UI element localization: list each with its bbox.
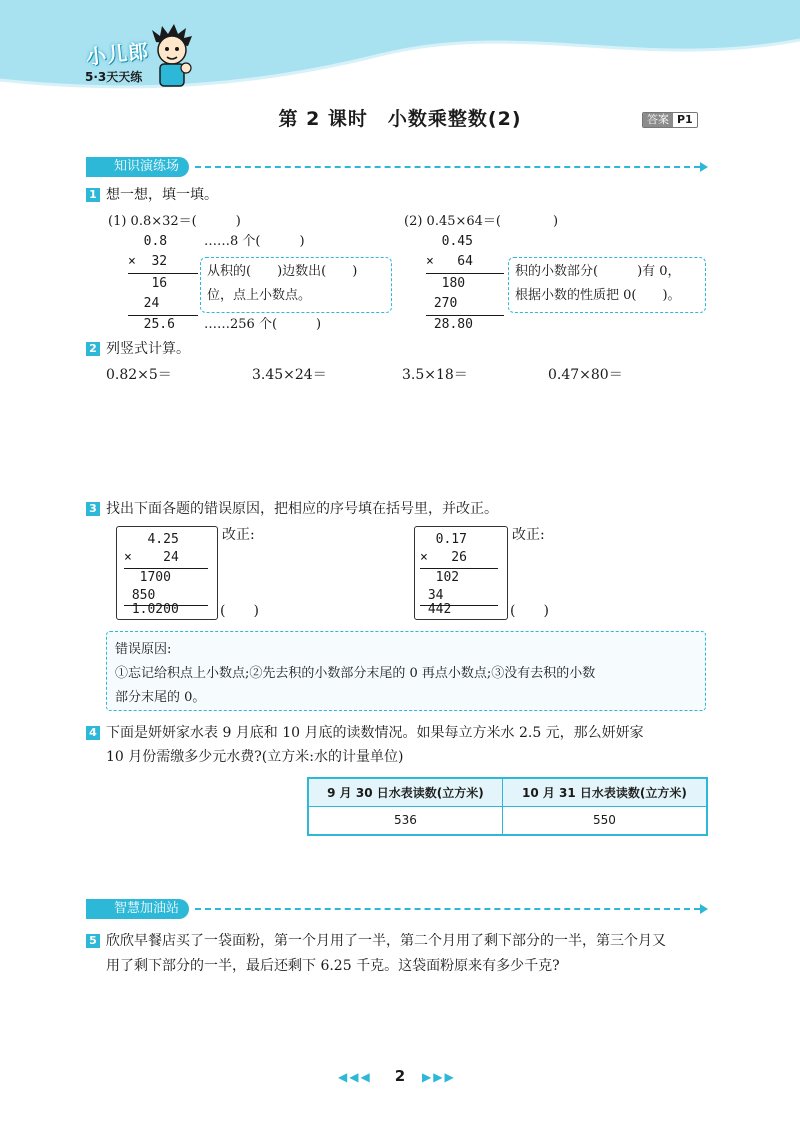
- table-cell: 550: [502, 806, 707, 835]
- calc-line: 0.8: [128, 234, 168, 249]
- calc-line: 102: [420, 570, 460, 585]
- hint-line: 积的小数部分( )有 0，: [515, 264, 681, 279]
- calc-note: ……8 个( ): [204, 234, 305, 249]
- hint-line: 位，点上小数点。: [207, 288, 312, 303]
- exercise-item: 3.5×18＝: [402, 367, 468, 383]
- hint-line: 根据小数的性质把 0( )。: [515, 288, 681, 303]
- question-text: 下面是妍妍家水表 9 月底和 10 月底的读数情况。如果每立方米水 2.5 元，那么妍妍家: [106, 725, 644, 741]
- page-number: 2: [394, 1067, 406, 1085]
- question-number: 3: [86, 502, 100, 516]
- calc-line: 1.0200: [124, 602, 179, 617]
- hint-bubble: [200, 257, 392, 313]
- correction-label: 改正:: [222, 527, 255, 543]
- table-cell: 536: [308, 806, 502, 835]
- water-meter-table: [307, 777, 708, 836]
- calc-line: × 32: [128, 254, 168, 269]
- q1-part1-header: (1) 0.8×32＝( ): [108, 214, 241, 229]
- exercise-item: 0.47×80＝: [548, 367, 623, 383]
- calc-line: 850: [124, 588, 156, 603]
- question-number: 4: [86, 726, 100, 740]
- calc-line: 1700: [124, 570, 171, 585]
- calc-line: × 24: [124, 550, 179, 565]
- error-reasons-line: ①忘记给积点上小数点;②先去积的小数部分末尾的 0 再点小数点;③没有去积的小数: [115, 666, 596, 681]
- calc-note: ……256 个( ): [204, 317, 322, 332]
- calc-line: 24: [128, 296, 160, 311]
- prev-page-arrows-icon[interactable]: ◀◀◀: [338, 1070, 372, 1084]
- calc-line: 0.17: [420, 532, 467, 547]
- answer-tag-page: P1: [673, 113, 697, 127]
- question-text: 10 月份需缴多少元水费?(立方米:水的计量单位): [106, 749, 404, 765]
- question-prompt: 找出下面各题的错误原因，把相应的序号填在括号里，并改正。: [106, 501, 498, 517]
- error-reasons-box: [106, 631, 706, 711]
- section-banner-practice: [86, 156, 708, 178]
- answer-tag[interactable]: [642, 112, 698, 128]
- question-prompt: 想一想，填一填。: [106, 187, 218, 203]
- correction-label: 改正:: [512, 527, 545, 543]
- brand-subtitle: 5·3天天练: [85, 70, 143, 84]
- answer-tag-label: 答案: [643, 113, 673, 127]
- arrow-right-icon: [700, 162, 708, 172]
- calc-line: 16: [128, 276, 168, 291]
- calc-line: 34: [420, 588, 444, 603]
- exercise-item: 3.45×24＝: [252, 367, 327, 383]
- table-header-row: [308, 778, 707, 806]
- calc-line: 0.45: [426, 234, 473, 249]
- calc-line: 442: [420, 602, 452, 617]
- section-title-boost: 智慧加油站: [86, 899, 189, 919]
- question-text: 用了剩下部分的一半，最后还剩下 6.25 千克。这袋面粉原来有多少千克?: [106, 958, 560, 974]
- section-title-practice: 知识演练场: [86, 157, 189, 177]
- mascot-boy-icon: [148, 24, 196, 90]
- exercise-item: 0.82×5＝: [106, 367, 172, 383]
- calc-line: 28.80: [426, 317, 473, 332]
- question-number: 2: [86, 342, 100, 356]
- answer-blank[interactable]: ( ): [220, 603, 259, 619]
- table-header: 10 月 31 日水表读数(立方米): [502, 778, 707, 806]
- page-title: 第 2 课时 小数乘整数(2): [278, 108, 522, 130]
- table-row: [308, 806, 707, 835]
- section-banner-boost: [86, 898, 708, 920]
- question-number: 5: [86, 934, 100, 948]
- arrow-right-icon: [700, 904, 708, 914]
- error-reasons-line: 部分末尾的 0。: [115, 690, 206, 705]
- error-reasons-title: 错误原因:: [115, 642, 172, 657]
- q1-part2-header: (2) 0.45×64＝( ): [404, 214, 559, 229]
- calc-line: 4.25: [124, 532, 179, 547]
- section-divider: [195, 166, 700, 168]
- calc-line: 180: [426, 276, 466, 291]
- question-text: 欣欣早餐店买了一袋面粉，第一个月用了一半，第二个月用了剩下部分的一半，第三个月又: [106, 933, 666, 949]
- calc-line: 25.6: [128, 317, 175, 332]
- table-header: 9 月 30 日水表读数(立方米): [308, 778, 502, 806]
- section-divider: [195, 908, 700, 910]
- brand-logo: 小儿郎: [85, 38, 151, 70]
- next-page-arrows-icon[interactable]: ▶▶▶: [422, 1070, 456, 1084]
- calc-line: × 64: [426, 254, 473, 269]
- question-prompt: 列竖式计算。: [106, 341, 190, 357]
- calc-line: × 26: [420, 550, 467, 565]
- hint-bubble: [508, 257, 706, 313]
- answer-blank[interactable]: ( ): [510, 603, 549, 619]
- question-number: 1: [86, 188, 100, 202]
- hint-line: 从积的( )边数出( ): [207, 264, 358, 279]
- calc-line: 270: [426, 296, 458, 311]
